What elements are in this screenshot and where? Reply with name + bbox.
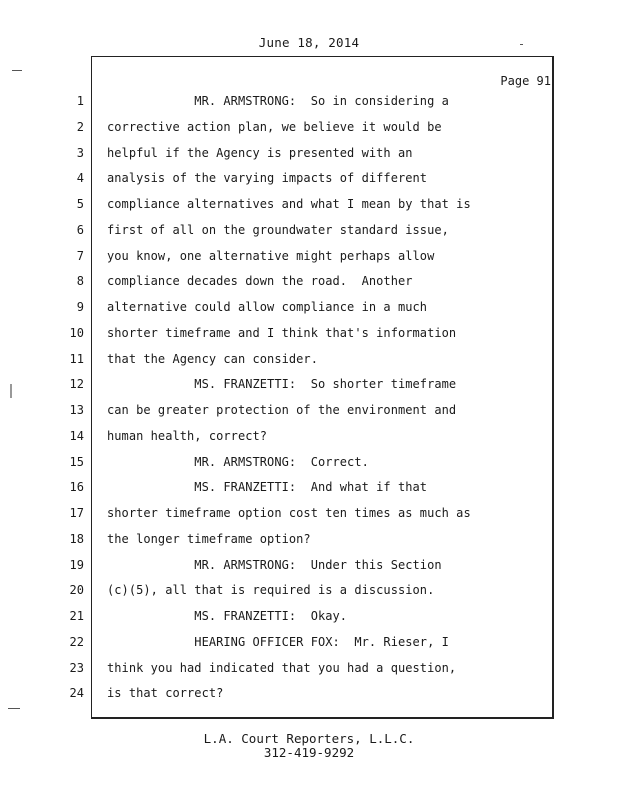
transcript-line-text: compliance decades down the road. Another — [107, 274, 413, 289]
line-number: 2 — [76, 119, 84, 134]
transcript-line-text: alternative could allow compliance in a much — [107, 300, 428, 314]
line-number: 8 — [76, 274, 84, 289]
transcript-line-text: analysis of the varying impacts of different — [107, 171, 428, 186]
transcript-line-text: corrective action plan, we believe it would be — [107, 119, 442, 134]
transcript-line-text: you know, one alternative might perhaps allow — [107, 248, 435, 263]
line-number: 23 — [69, 660, 84, 675]
transcript-line-text: the longer timeframe option? — [107, 531, 311, 546]
line-number: 21 — [69, 609, 84, 623]
transcript-line-text: is that correct? — [107, 686, 224, 701]
transcript-line-text: MR. ARMSTRONG: Correct. — [107, 454, 369, 469]
line-number: 7 — [76, 248, 84, 263]
line-number: 5 — [76, 197, 84, 211]
scan-speck — [520, 44, 523, 45]
transcript-line-text: MR. ARMSTRONG: So in considering a — [107, 94, 449, 108]
line-number: 20 — [69, 583, 84, 598]
footer-company: L.A. Court Reporters, L.L.C. — [203, 731, 415, 746]
scan-speck — [12, 70, 22, 71]
line-number: 1 — [76, 94, 84, 108]
transcript-line-text: shorter timeframe and I think that's information — [107, 325, 457, 340]
line-number: 11 — [69, 351, 84, 366]
transcript-line-text: shorter timeframe option cost ten times as much as — [107, 506, 471, 520]
transcript-line-text: think you had indicated that you had a question, — [107, 660, 457, 675]
line-number: 6 — [76, 222, 84, 237]
transcript-line-text: first of all on the groundwater standard issue, — [107, 222, 449, 237]
transcript-line-text: HEARING OFFICER FOX: Mr. Rieser, I — [107, 634, 449, 649]
transcript-line-text: can be greater protection of the environment and — [107, 403, 457, 417]
line-number: 15 — [69, 454, 84, 469]
transcript-line-text: MS. FRANZETTI: So shorter timeframe — [107, 377, 457, 392]
footer-phone: 312-419-9292 — [263, 745, 355, 760]
line-number: 22 — [69, 634, 84, 649]
line-number: 14 — [69, 428, 84, 443]
line-number: 24 — [69, 686, 84, 701]
line-number: 4 — [76, 171, 84, 186]
transcript-line-text: human health, correct? — [107, 428, 268, 443]
transcript-line-text: helpful if the Agency is presented with an — [107, 145, 413, 160]
page-number: Page 91 — [500, 74, 551, 88]
header-date: June 18, 2014 — [258, 35, 360, 50]
transcript-line-text: (c)(5), all that is required is a discussion. — [107, 583, 435, 598]
transcript-line-text: compliance alternatives and what I mean by that is — [107, 197, 471, 211]
transcript-line-text: MS. FRANZETTI: And what if that — [107, 480, 428, 495]
transcript-line-text: MR. ARMSTRONG: Under this Section — [107, 557, 442, 572]
transcript-line-text: MS. FRANZETTI: Okay. — [107, 609, 348, 623]
line-number: 3 — [76, 145, 84, 160]
transcript-line-text: that the Agency can consider. — [107, 351, 318, 366]
scan-speck — [10, 384, 12, 398]
line-number: 18 — [69, 531, 84, 546]
line-number: 16 — [69, 480, 84, 495]
scan-speck — [8, 708, 20, 709]
line-number: 19 — [69, 557, 84, 572]
line-number: 17 — [69, 506, 84, 520]
line-number: 9 — [76, 300, 84, 314]
line-number: 12 — [69, 377, 84, 392]
line-number: 10 — [69, 325, 84, 340]
line-number: 13 — [69, 403, 84, 417]
